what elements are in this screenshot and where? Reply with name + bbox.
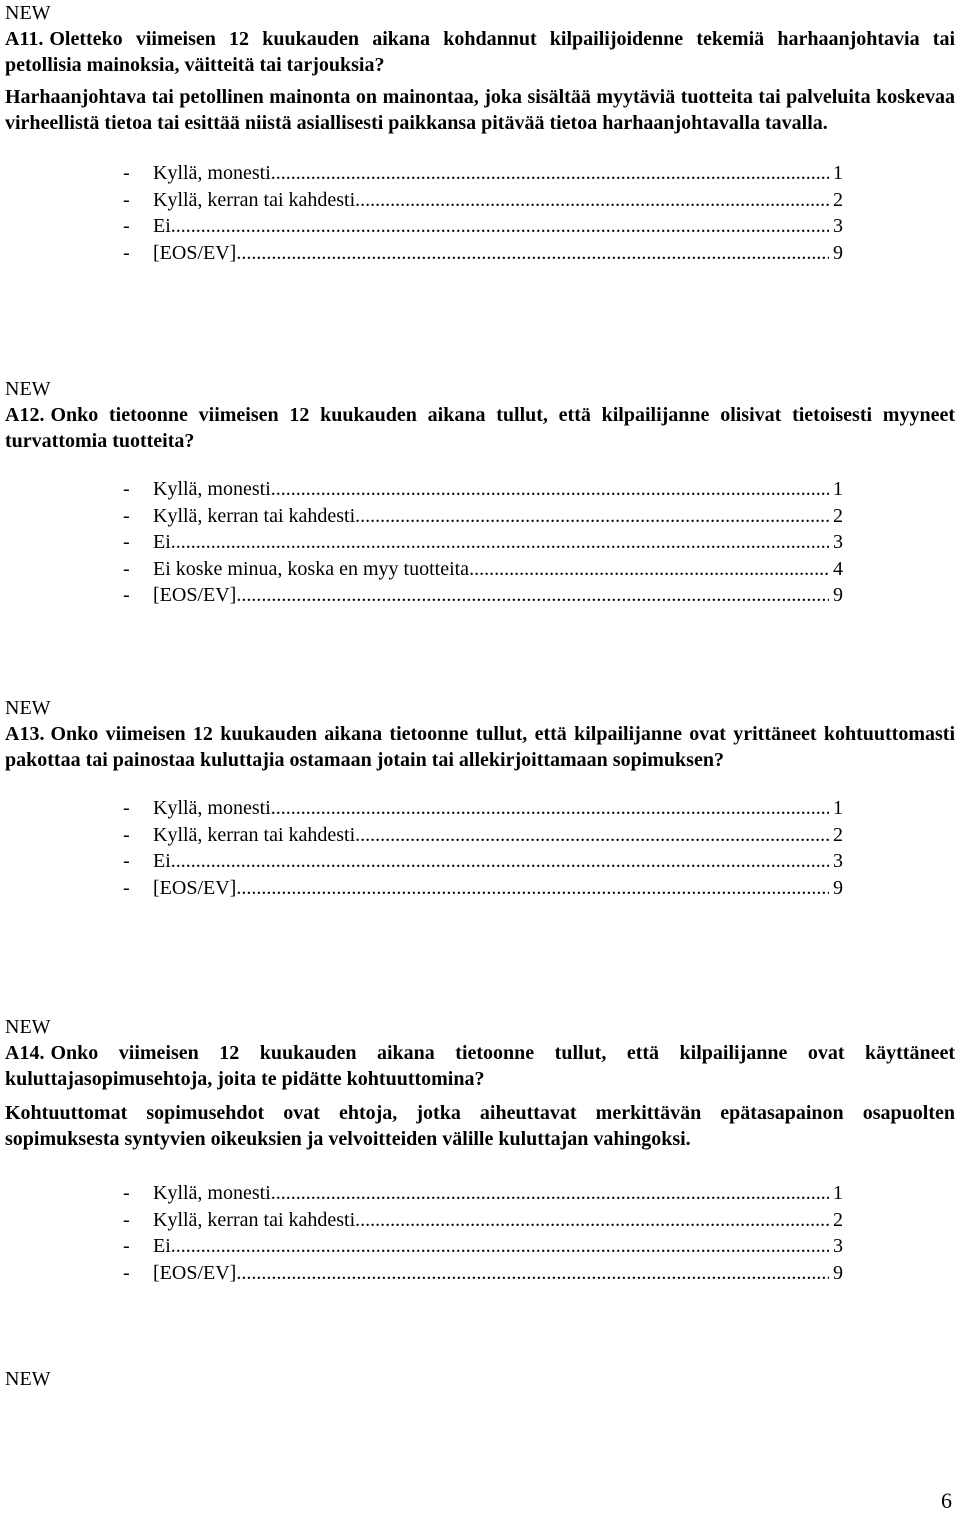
question-body: Onko viimeisen 12 kuukauden aikana tietoonne tullut, että kilpailijanne ovat yrittäneet kohtuuttomasti pakottaa tai painostaa kuluttajia ostamaan jotain tai allekirjoittamaan sopimuksen?	[5, 723, 955, 771]
answer-option[interactable]: - Ei ..... 3	[123, 1233, 843, 1260]
new-tag: NEW	[5, 1016, 51, 1038]
option-code: 2	[833, 504, 843, 527]
option-code: 2	[833, 188, 843, 211]
option-label: [EOS/EV]	[153, 876, 237, 899]
answer-option[interactable]: - Kyllä, kerran tai kahdesti ..... 2	[123, 1207, 843, 1234]
option-code: 1	[833, 162, 843, 184]
option-code: 3	[833, 850, 843, 872]
option-label: [EOS/EV]	[153, 241, 237, 264]
new-tag: NEW	[5, 697, 51, 719]
question-number: A12.	[5, 404, 45, 426]
answer-option[interactable]: - [EOS/EV] ..... 9	[123, 1260, 843, 1287]
option-label: Kyllä, monesti	[153, 478, 271, 500]
question-a14	[5, 1014, 955, 1286]
question-a12	[5, 376, 955, 609]
answer-option[interactable]: - Kyllä, monesti ..... 1	[123, 1180, 843, 1207]
answer-options	[123, 160, 843, 266]
option-label: Kyllä, kerran tai kahdesti	[153, 823, 356, 846]
option-code: 2	[833, 823, 843, 846]
page-number: 6	[941, 1488, 952, 1513]
option-label: Ei	[153, 531, 171, 553]
option-label: Kyllä, monesti	[153, 162, 271, 184]
option-code: 9	[833, 584, 843, 606]
option-label: Ei koske minua, koska en myy tuotteita	[153, 557, 470, 580]
question-number: A14.	[5, 1042, 45, 1064]
question-body: Onko viimeisen 12 kuukauden aikana tietoonne tullut, että kilpailijanne ovat käyttäneet kuluttajasopimusehtoja, joita te pidätte kohtuuttomina?	[5, 1042, 955, 1090]
answer-option[interactable]: - Kyllä, monesti ..... 1	[123, 160, 843, 187]
option-code: 1	[833, 478, 843, 500]
option-code: 4	[833, 557, 843, 580]
question-text	[5, 402, 955, 454]
option-code: 3	[833, 531, 843, 553]
option-code: 9	[833, 876, 843, 899]
new-tag: NEW	[5, 378, 51, 400]
answer-option[interactable]: - [EOS/EV] ..... 9	[123, 582, 843, 609]
option-code: 9	[833, 1261, 843, 1284]
option-code: 1	[833, 1182, 843, 1204]
question-text	[5, 1040, 955, 1092]
answer-options	[123, 1180, 843, 1286]
answer-option[interactable]: - Kyllä, monesti ..... 1	[123, 476, 843, 503]
option-label: Ei	[153, 850, 171, 872]
question-text	[5, 26, 955, 78]
question-body: Onko tietoonne viimeisen 12 kuukauden aikana tullut, että kilpailijanne olisivat tietoisesti myyneet turvattomia tuotteita?	[5, 404, 955, 452]
answer-option[interactable]: - Ei ..... 3	[123, 848, 843, 875]
question-body: Oletteko viimeisen 12 kuukauden aikana kohdannut kilpailijoidenne tekemiä harhaanjohtavia tai petollisia mainoksia, väitteitä tai tarjouksia?	[5, 28, 955, 76]
option-code: 3	[833, 1235, 843, 1257]
option-code: 2	[833, 1208, 843, 1231]
option-label: Kyllä, kerran tai kahdesti	[153, 188, 356, 211]
answer-option[interactable]: - Kyllä, kerran tai kahdesti ..... 2	[123, 503, 843, 530]
question-a13	[5, 695, 955, 901]
option-label: Kyllä, kerran tai kahdesti	[153, 504, 356, 527]
option-code: 1	[833, 797, 843, 819]
answer-option[interactable]: - Ei ..... 3	[123, 213, 843, 240]
answer-option[interactable]: - Kyllä, monesti ..... 1	[123, 795, 843, 822]
option-label: Ei	[153, 1235, 171, 1257]
question-note: Harhaanjohtava tai petollinen mainonta on mainontaa, joka sisältää myytäviä tuotteita tai palveluita koskevaa virheellistä tietoa tai esittää niistä asiallisesti paikkansa pitävää tietoa harhaanjohtavalla tavalla.	[5, 86, 955, 134]
answer-option[interactable]: - Kyllä, kerran tai kahdesti ..... 2	[123, 187, 843, 214]
answer-option[interactable]: - [EOS/EV] ..... 9	[123, 875, 843, 902]
trailing-new-tag: NEW	[5, 1368, 51, 1390]
option-label: Ei	[153, 215, 171, 237]
answer-option[interactable]: - [EOS/EV] ..... 9	[123, 240, 843, 267]
option-code: 3	[833, 215, 843, 237]
question-a11	[5, 0, 955, 266]
answer-option[interactable]: - Ei ..... 3	[123, 529, 843, 556]
question-note: Kohtuuttomat sopimusehdot ovat ehtoja, jotka aiheuttavat merkittävän epätasapainon osapuolten sopimuksesta syntyvien oikeuksien ja velvoitteiden välille kuluttajan vahingoksi.	[5, 1102, 955, 1150]
answer-option[interactable]: - Ei koske minua, koska en myy tuotteita ..... 4	[123, 556, 843, 583]
new-tag: NEW	[5, 2, 51, 24]
option-label: Kyllä, monesti	[153, 797, 271, 819]
answer-options	[123, 476, 843, 609]
option-label: Kyllä, kerran tai kahdesti	[153, 1208, 356, 1231]
question-text	[5, 721, 955, 773]
question-number: A11.	[5, 28, 44, 50]
question-number: A13.	[5, 723, 45, 745]
answer-options	[123, 795, 843, 901]
option-code: 9	[833, 241, 843, 264]
option-label: [EOS/EV]	[153, 1261, 237, 1284]
answer-option[interactable]: - Kyllä, kerran tai kahdesti ..... 2	[123, 822, 843, 849]
option-label: [EOS/EV]	[153, 584, 237, 606]
option-label: Kyllä, monesti	[153, 1182, 271, 1204]
